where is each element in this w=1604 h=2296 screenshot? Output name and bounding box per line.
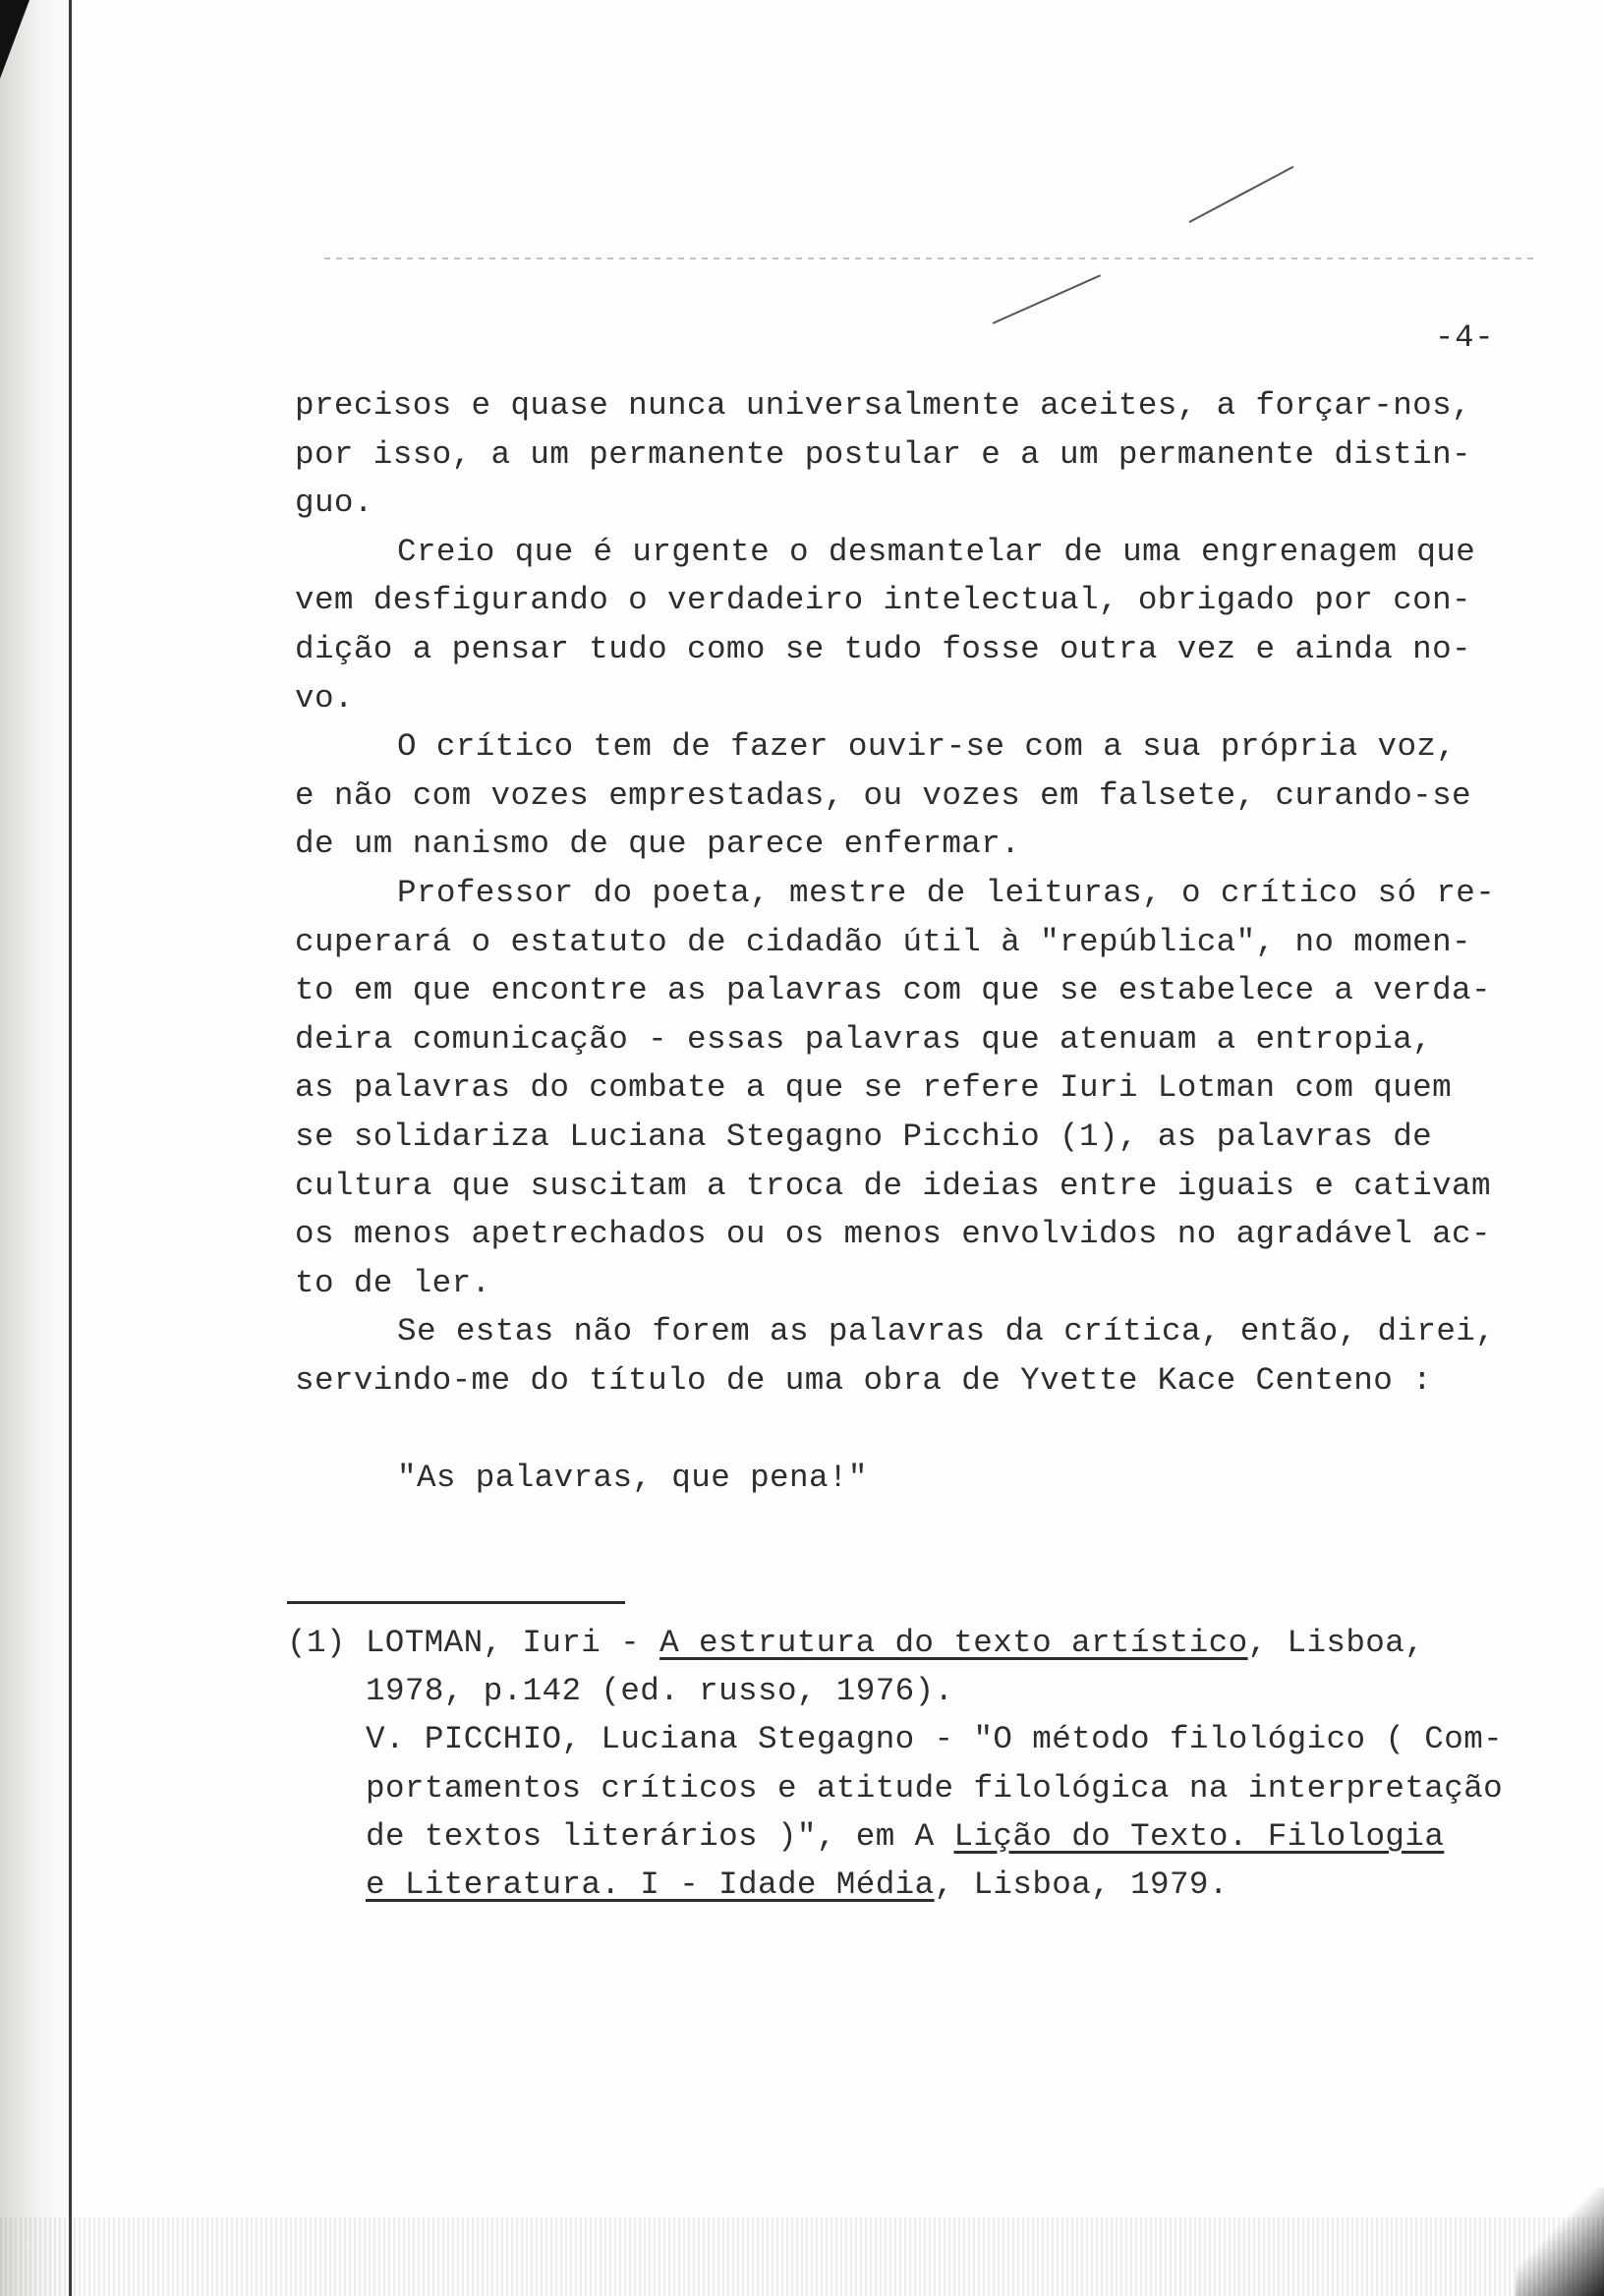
footnote-separator: [287, 1601, 625, 1604]
text-line: Creio que é urgente o desmantelar de uma engrenagem que: [397, 533, 1476, 570]
footnotes: [287, 1619, 1594, 1909]
footnote-1-line: 1978, p.142 (ed. russo, 1976).: [366, 1673, 954, 1710]
text-line: as palavras do combate a que se refere Iuri Lotman com quem: [295, 1069, 1453, 1107]
closing-quote: "As palavras, que pena!": [397, 1460, 868, 1497]
text-line: servindo-me do título de uma obra de Yvette Kace Centeno :: [295, 1361, 1433, 1399]
bottom-scan-noise: [0, 2217, 1604, 2296]
footnote-2-line: V. PICCHIO, Luciana Stegagno - "O método filológico ( Com-: [366, 1721, 1504, 1758]
text-line: e não com vozes emprestadas, ou vozes em falsete, curando-se: [295, 776, 1472, 814]
footnote-title: Lição do Texto. Filologia: [953, 1817, 1445, 1855]
footnote-author: LOTMAN, Iuri -: [365, 1625, 660, 1661]
text-line: vem desfigurando o verdadeiro intelectual, obrigado por con-: [295, 582, 1472, 619]
text-line: de um nanismo de que parece enfermar.: [295, 826, 1021, 863]
quote-spacer: [295, 1405, 1573, 1454]
pen-mark-lower: [993, 274, 1101, 324]
text-line: guo.: [295, 485, 373, 522]
text-line: Professor do poeta, mestre de leituras, o crítico só re-: [397, 874, 1496, 911]
text-line: to em que encontre as palavras com que se estabelece a verda-: [295, 972, 1491, 1009]
text-line: cuperará o estatuto de cidadão útil à "república", no momen-: [295, 923, 1472, 960]
page-number: -4-: [1435, 319, 1495, 356]
footnote-2-line: [287, 1861, 1594, 1909]
text-line: to de ler.: [295, 1264, 491, 1301]
text-line: Se estas não forem as palavras da crítica, então, direi,: [397, 1313, 1496, 1350]
footnote-1-line: [287, 1619, 1594, 1667]
page-left-edge-line: [69, 0, 72, 2296]
footnote-2-line: [287, 1812, 1594, 1861]
text-line: por isso, a um permanente postular e a um permanente distin-: [295, 435, 1472, 473]
footnote-2-line: portamentos críticos e atitude filológica na interpretação: [366, 1769, 1504, 1807]
page-left-shadow: [0, 0, 71, 2296]
bottom-corner-shadow: [1516, 2188, 1604, 2296]
text-line: vo.: [295, 679, 354, 717]
text-line: se solidariza Luciana Stegagno Picchio (1), as palavras de: [295, 1118, 1433, 1155]
text-line: os menos apetrechados ou os menos envolvidos no agradável ac-: [295, 1216, 1491, 1253]
footnote-marker: (1): [287, 1625, 346, 1661]
footnote-text: de textos literários )", em A: [366, 1817, 954, 1855]
text-line: precisos e quase nunca universalmente aceites, a forçar-nos,: [295, 387, 1472, 424]
main-text: [295, 381, 1573, 1503]
text-line: deira comunicação - essas palavras que atenuam a entropia,: [295, 1020, 1433, 1058]
footnote-title: e Literatura. I - Idade Média: [366, 1866, 935, 1903]
pen-mark-upper: [1189, 166, 1294, 223]
header-scan-noise: [324, 258, 1533, 259]
corner-scan-artifact: [0, 0, 29, 79]
text-line: dição a pensar tudo como se tudo fosse outra vez e ainda no-: [295, 630, 1472, 667]
footnote-text: , Lisboa, 1979.: [934, 1866, 1229, 1903]
footnote-title: A estrutura do texto artístico: [659, 1625, 1248, 1661]
text-line: O crítico tem de fazer ouvir-se com a sua própria voz,: [397, 728, 1457, 766]
text-line: cultura que suscitam a troca de ideias entre iguais e cativam: [295, 1167, 1491, 1204]
footnote-text: , Lisboa,: [1247, 1625, 1425, 1661]
